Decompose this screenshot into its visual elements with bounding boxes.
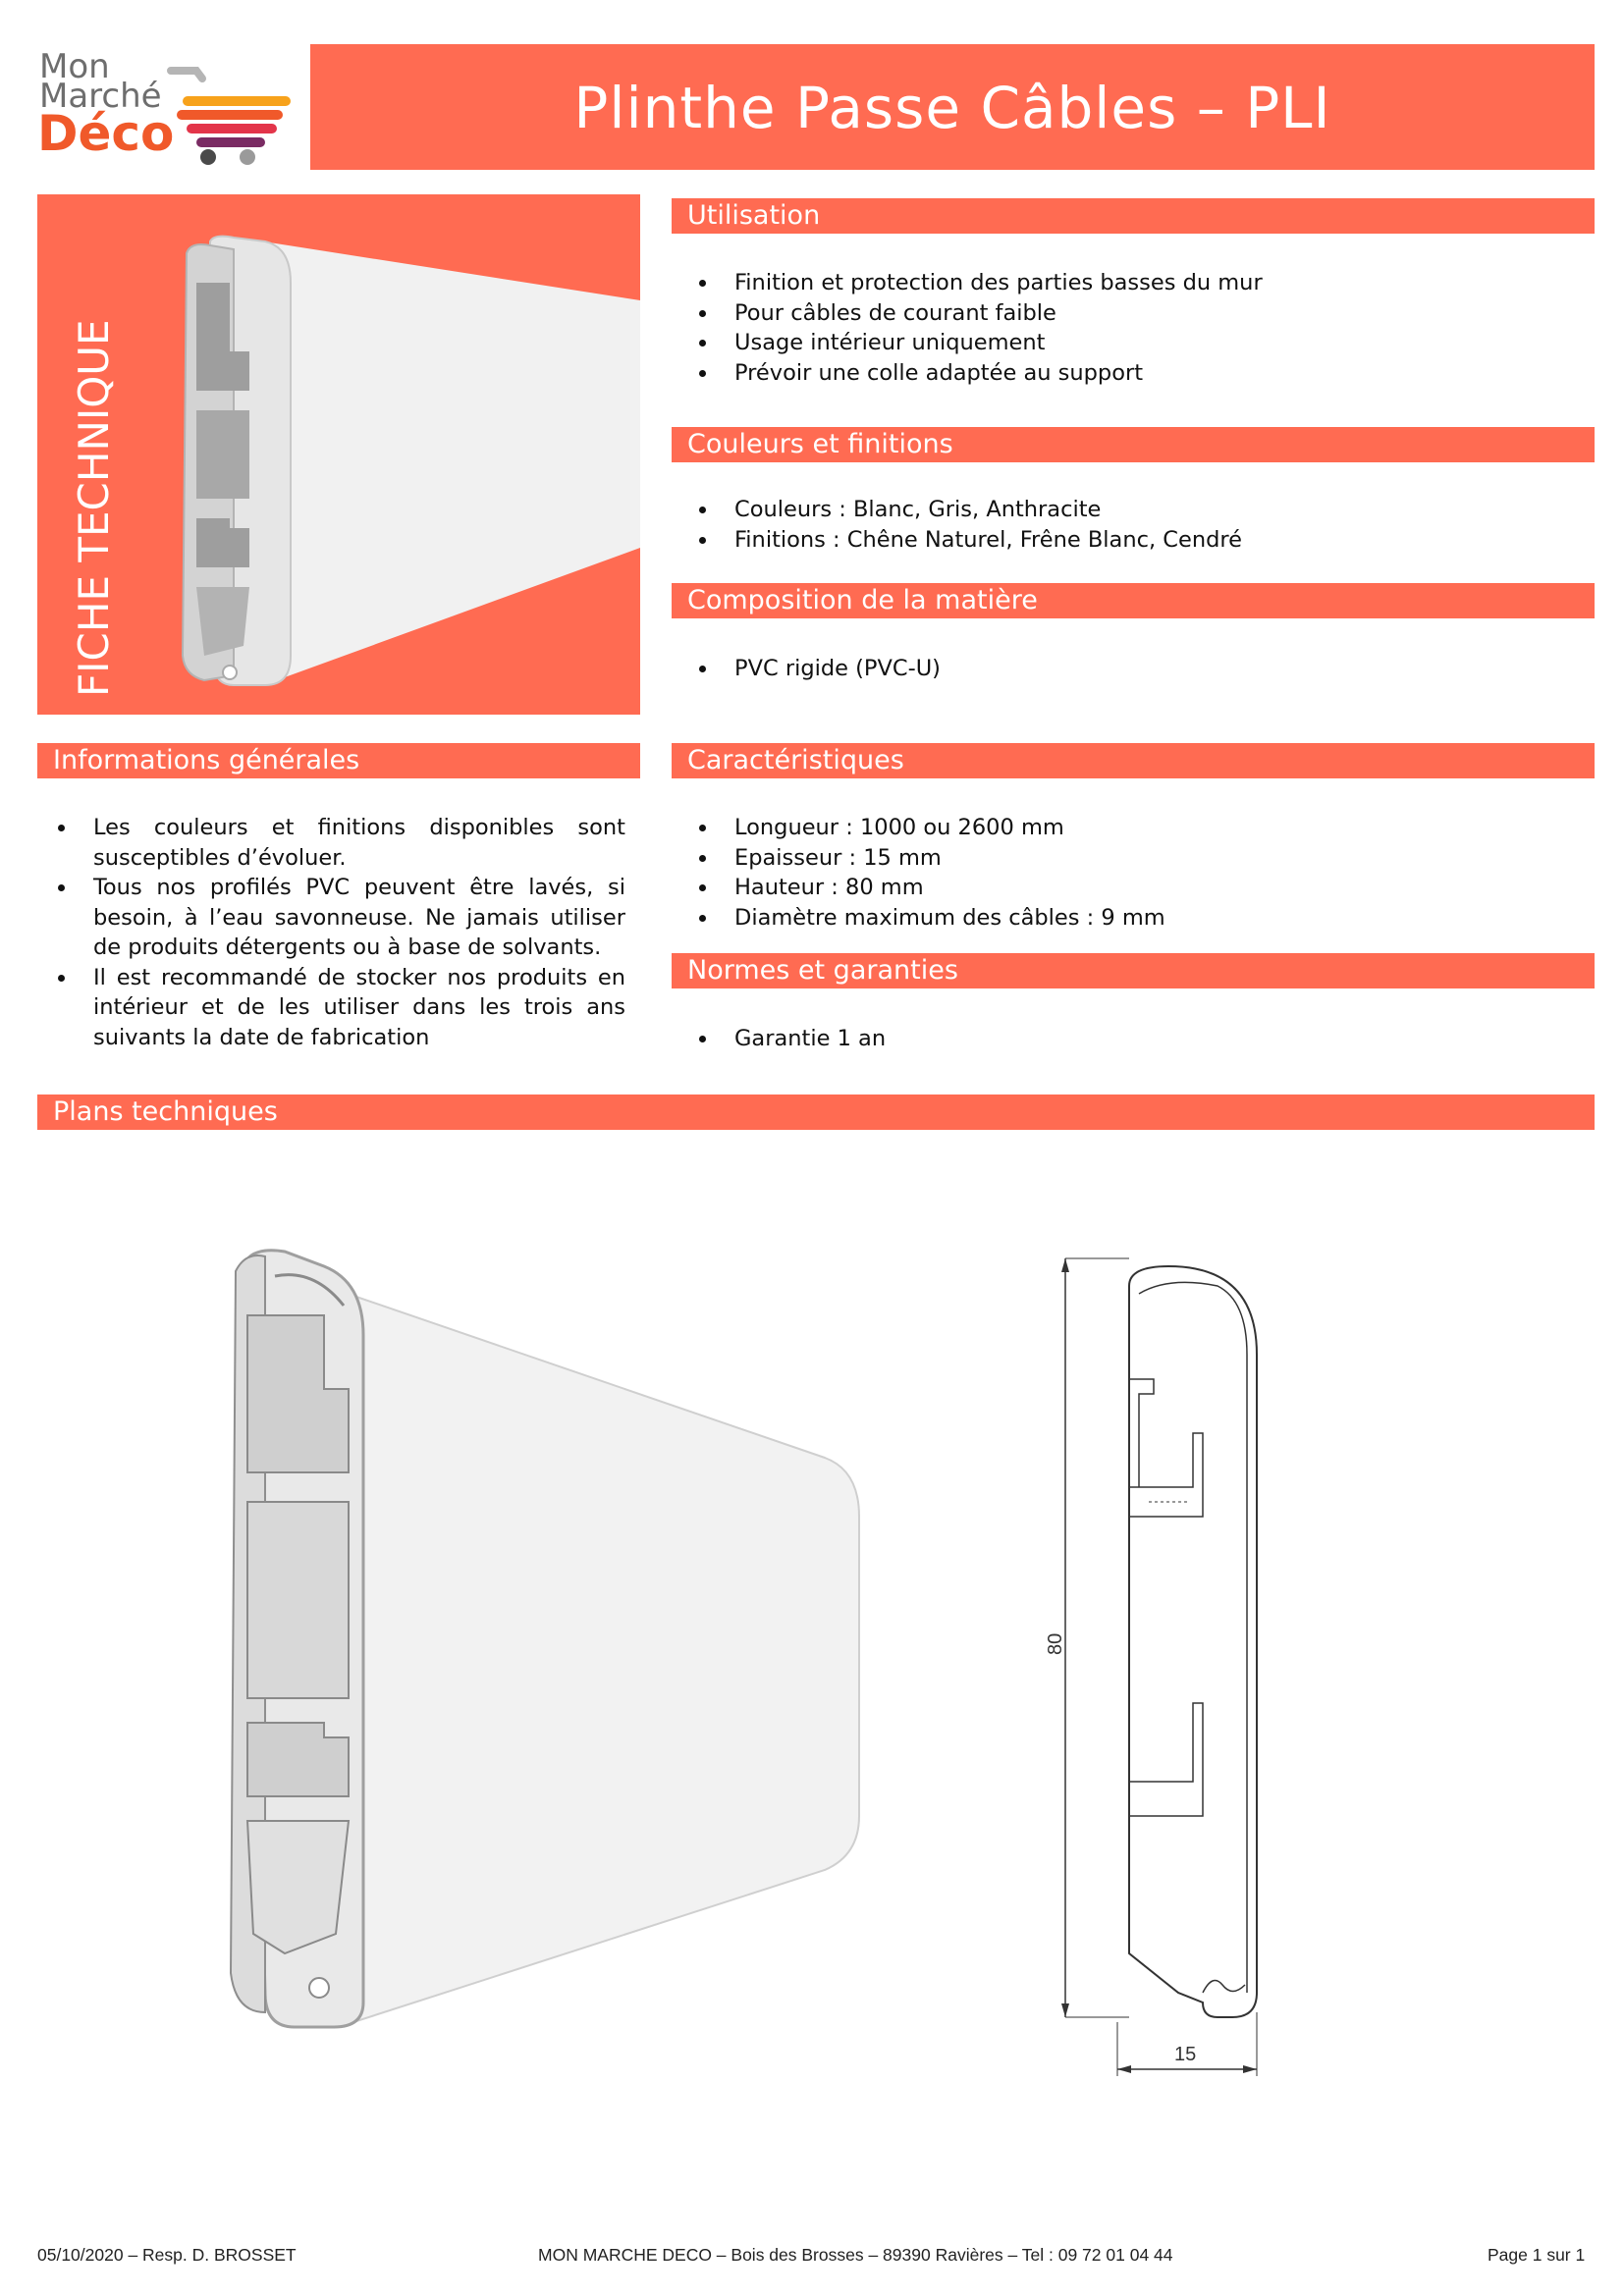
couleurs-list xyxy=(695,495,1579,555)
section-heading-normes: Normes et garanties xyxy=(672,953,1595,988)
brand-logo xyxy=(37,49,293,167)
list-item: Finitions : Chêne Naturel, Frêne Blanc, Cendré xyxy=(695,525,1579,556)
list-item: Il est recommandé de stocker nos produits en intérieur et de les utiliser dans les trois ans suivants la date de fabrication xyxy=(54,963,625,1053)
section-heading-couleurs: Couleurs et finitions xyxy=(672,427,1595,462)
height-dimension-label: 80 xyxy=(1045,1632,1066,1655)
footer-left: 05/10/2020 – Resp. D. BROSSET xyxy=(37,2245,297,2265)
profile-section-drawing xyxy=(1021,1247,1306,2081)
list-item: Finition et protection des parties basses du mur xyxy=(695,268,1579,298)
caracteristiques-list xyxy=(695,813,1579,933)
section-heading-utilisation: Utilisation xyxy=(672,198,1595,234)
list-item: Longueur : 1000 ou 2600 mm xyxy=(695,813,1579,843)
list-item: Couleurs : Blanc, Gris, Anthracite xyxy=(695,495,1579,525)
page-title: Plinthe Passe Câbles – PLI xyxy=(573,75,1331,141)
brand-line-3: Déco xyxy=(37,105,175,162)
width-dimension-label: 15 xyxy=(1174,2044,1197,2065)
cart-icon xyxy=(163,59,291,167)
title-banner xyxy=(310,44,1595,170)
brand-line-1: Mon xyxy=(39,47,110,86)
section-heading-caracteristiques: Caractéristiques xyxy=(672,743,1595,778)
profile-render-image xyxy=(37,194,640,715)
normes-list xyxy=(695,1024,1579,1054)
list-item: Pour câbles de courant faible xyxy=(695,298,1579,329)
list-item: Usage intérieur uniquement xyxy=(695,328,1579,358)
list-item: Diamètre maximum des câbles : 9 mm xyxy=(695,903,1579,934)
footer-page-number: Page 1 sur 1 xyxy=(1488,2245,1586,2265)
hero-panel xyxy=(37,194,640,715)
list-item: PVC rigide (PVC-U) xyxy=(695,654,1579,684)
composition-list xyxy=(695,654,1579,684)
brand-line-2: Marché xyxy=(39,77,162,116)
list-item: Epaisseur : 15 mm xyxy=(695,843,1579,874)
list-item: Les couleurs et finitions disponibles sont susceptibles d’évoluer. xyxy=(54,813,625,873)
section-heading-informations: Informations générales xyxy=(37,743,640,778)
profile-3d-drawing xyxy=(226,1247,874,2032)
footer-center: MON MARCHE DECO – Bois des Brosses – 89390 Ravières – Tel : 09 72 01 04 44 xyxy=(538,2245,1173,2265)
utilisation-list xyxy=(695,268,1579,388)
list-item: Hauteur : 80 mm xyxy=(695,873,1579,903)
list-item: Garantie 1 an xyxy=(695,1024,1579,1054)
section-heading-plans: Plans techniques xyxy=(37,1095,1595,1130)
list-item: Prévoir une colle adaptée au support xyxy=(695,358,1579,389)
hero-vertical-label: FICHE TECHNIQUE xyxy=(70,319,118,697)
list-item: Tous nos profilés PVC peuvent être lavés, si besoin, à l’eau savonneuse. Ne jamais utiliser de produits détergents ou à base de solvants. xyxy=(54,873,625,963)
section-heading-composition: Composition de la matière xyxy=(672,583,1595,618)
informations-list xyxy=(54,813,625,1052)
